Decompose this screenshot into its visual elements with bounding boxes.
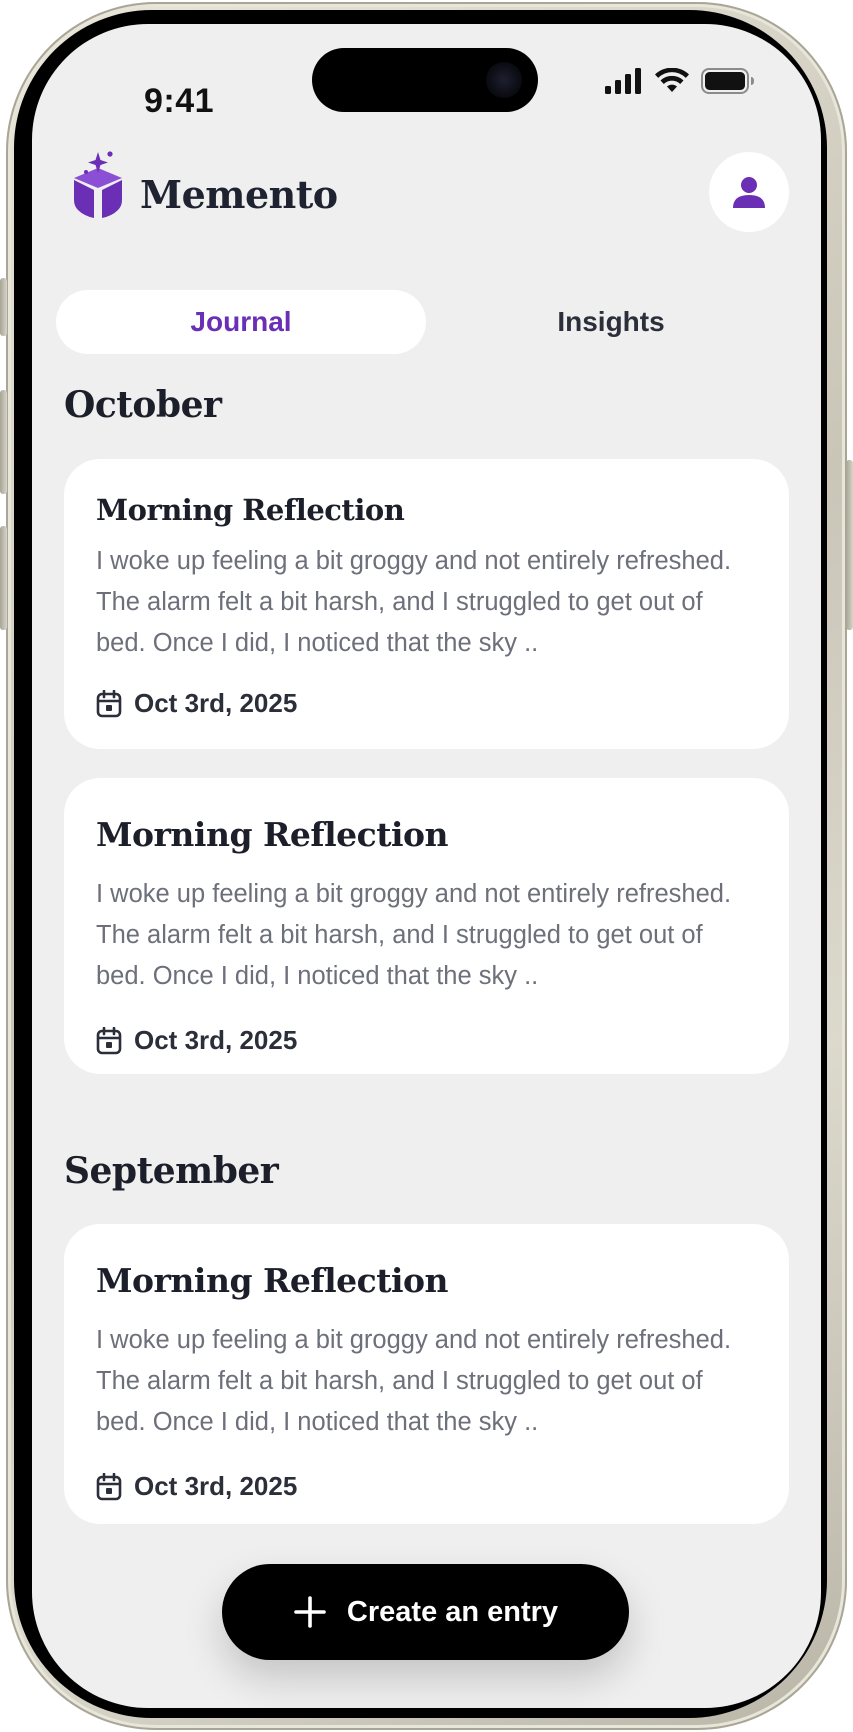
entry-title: Morning Reflection xyxy=(96,493,405,527)
tab-bar xyxy=(56,290,796,354)
tab-journal[interactable]: Journal xyxy=(56,290,426,354)
status-icons xyxy=(605,68,755,94)
status-time: 9:41 xyxy=(144,82,215,120)
entry-date xyxy=(96,688,757,719)
entry-date-text: Oct 3rd, 2025 xyxy=(134,1025,298,1055)
entry-date-text: Oct 3rd, 2025 xyxy=(134,688,298,718)
sparkle-book-icon xyxy=(70,150,126,220)
cellular-signal-icon xyxy=(605,68,643,94)
wifi-icon xyxy=(655,68,689,94)
app-title: Memento xyxy=(140,172,338,217)
calendar-icon xyxy=(96,1027,122,1055)
create-entry-button[interactable] xyxy=(222,1564,629,1660)
section-title-september: September xyxy=(64,1150,279,1192)
entry-date-text: Oct 3rd, 2025 xyxy=(134,1471,298,1501)
volume-down-button xyxy=(0,526,7,630)
entry-excerpt: I woke up feeling a bit groggy and not entirely refreshed. The alarm felt a bit harsh, and I struggled to get out of bed. Once I did, I noticed that the sky .. xyxy=(96,880,732,990)
journal-entry-card[interactable] xyxy=(64,459,789,749)
front-camera xyxy=(486,62,522,98)
entry-date xyxy=(96,1025,757,1056)
battery-icon xyxy=(701,68,755,94)
tab-insights[interactable]: Insights xyxy=(557,306,665,337)
plus-icon xyxy=(293,1595,327,1629)
app-screen xyxy=(32,24,821,1708)
calendar-icon xyxy=(96,1473,122,1501)
user-icon xyxy=(731,174,767,210)
entry-title: Morning Reflection xyxy=(96,1261,449,1300)
calendar-icon xyxy=(96,690,122,718)
journal-entry-card[interactable] xyxy=(64,1224,789,1524)
journal-entry-card[interactable] xyxy=(64,778,789,1074)
action-button xyxy=(0,278,7,336)
entry-excerpt: I woke up feeling a bit groggy and not entirely refreshed. The alarm felt a bit harsh, and I struggled to get out of bed. Once I did, I noticed that the sky .. xyxy=(96,547,732,657)
entry-title: Morning Reflection xyxy=(96,815,449,854)
volume-up-button xyxy=(0,390,7,494)
section-title-october: October xyxy=(64,384,222,426)
entry-excerpt: I woke up feeling a bit groggy and not entirely refreshed. The alarm felt a bit harsh, and I struggled to get out of bed. Once I did, I noticed that the sky .. xyxy=(96,1326,732,1436)
entry-date xyxy=(96,1471,757,1502)
power-button xyxy=(846,460,853,630)
profile-button[interactable] xyxy=(709,152,789,232)
dynamic-island xyxy=(312,48,538,112)
create-entry-label: Create an entry xyxy=(346,1595,559,1628)
